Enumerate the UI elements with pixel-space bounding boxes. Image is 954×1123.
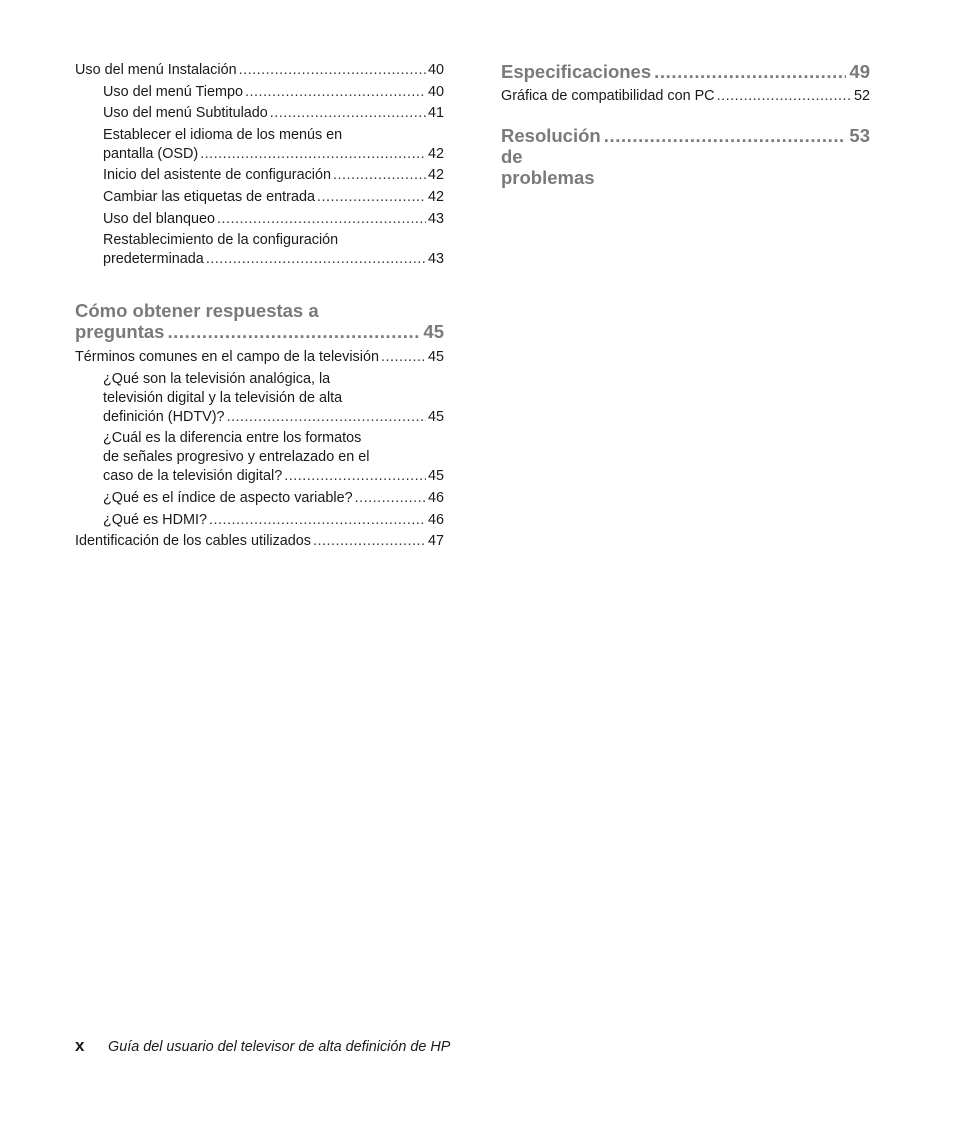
toc-section-especificaciones[interactable]: Especificaciones ..... 49: [501, 61, 870, 82]
toc-page-number: 42: [427, 145, 444, 162]
footer-page-number: x: [75, 1036, 85, 1055]
toc-section-preguntas[interactable]: Cómo obtener respuestas a preguntas ..... 45: [75, 300, 444, 342]
leader-dots: [717, 87, 852, 106]
toc-page-number: 41: [427, 105, 444, 122]
footer-title: Guía del usuario del televisor de alta definición de HP: [108, 1039, 451, 1055]
toc-page-number: 45: [427, 468, 444, 485]
toc-page-number: 46: [427, 489, 444, 506]
toc-entry-idioma[interactable]: Establecer el idioma de los menús en pantalla (OSD) ..... 42: [75, 126, 444, 164]
leader-dots: [654, 61, 846, 82]
toc-page-number: 43: [427, 251, 444, 268]
toc-page-number: 42: [427, 167, 444, 184]
toc-page-number: 52: [853, 88, 870, 104]
toc-page-number: 45: [427, 349, 444, 366]
leader-dots: [381, 348, 426, 367]
toc-page-number: 47: [427, 533, 444, 550]
leader-dots: [270, 104, 426, 123]
toc-entry-grafica[interactable]: Gráfica de compatibilidad con PC ..... 52: [501, 87, 870, 106]
leader-dots: [245, 83, 426, 102]
toc-left-column: [75, 61, 444, 554]
toc-entry-asistente[interactable]: Inicio del asistente de configuración ..... 42: [75, 166, 444, 185]
leader-dots: [227, 408, 426, 427]
leader-dots: [206, 250, 426, 269]
leader-dots: [317, 188, 426, 207]
toc-page-number: 43: [427, 210, 444, 227]
leader-dots: [355, 489, 426, 508]
toc-entry-restablecimiento[interactable]: Restablecimiento de la configuración predeterminada ..... 43: [75, 231, 444, 269]
toc-page-number: 42: [427, 188, 444, 205]
leader-dots: [167, 321, 420, 342]
page-footer: [75, 1036, 450, 1056]
leader-dots: [284, 467, 426, 486]
toc-entry-etiquetas[interactable]: Cambiar las etiquetas de entrada ..... 42: [75, 188, 444, 207]
toc-page-number: 49: [849, 61, 870, 82]
toc-entry-blanqueo[interactable]: Uso del blanqueo ..... 43: [75, 210, 444, 229]
toc-entry-terminos[interactable]: Términos comunes en el campo de la televisión ..... 45: [75, 348, 444, 367]
toc-page-number: 46: [427, 511, 444, 528]
leader-dots: [200, 145, 426, 164]
toc-entry-aspecto[interactable]: ¿Qué es el índice de aspecto variable? ..... 46: [75, 489, 444, 508]
leader-dots: [209, 511, 426, 530]
toc-page-number: 45: [427, 408, 444, 425]
leader-dots: [333, 166, 426, 185]
toc-entry-diferencia[interactable]: ¿Cuál es la diferencia entre los formatos de señales progresivo y entrelazado en el caso de la televisión digital? ..... 45: [75, 429, 444, 486]
toc-section-resolucion[interactable]: Resolución de problemas ..... 53: [501, 125, 870, 188]
toc-entry-cables[interactable]: Identificación de los cables utilizados ..... 47: [75, 532, 444, 551]
toc-page-number: 40: [427, 62, 444, 78]
leader-dots: [239, 61, 426, 80]
leader-dots: [313, 532, 426, 551]
leader-dots: [217, 210, 426, 229]
toc-page-number: 53: [849, 125, 870, 146]
toc-entry-subtitulado[interactable]: Uso del menú Subtitulado ..... 41: [75, 104, 444, 123]
toc-entry-tiempo[interactable]: Uso del menú Tiempo ..... 40: [75, 83, 444, 102]
toc-entry-instalacion[interactable]: Uso del menú Instalación ..... 40: [75, 61, 444, 80]
leader-dots: [604, 125, 847, 146]
toc-page-number: 45: [423, 321, 444, 343]
toc-right-column: [501, 61, 870, 188]
toc-page-number: 40: [427, 83, 444, 100]
toc-entry-analogica[interactable]: ¿Qué son la televisión analógica, la televisión digital y la televisión de alta definición (HDTV)? ..... 45: [75, 370, 444, 427]
toc-entry-hdmi[interactable]: ¿Qué es HDMI? ..... 46: [75, 511, 444, 530]
